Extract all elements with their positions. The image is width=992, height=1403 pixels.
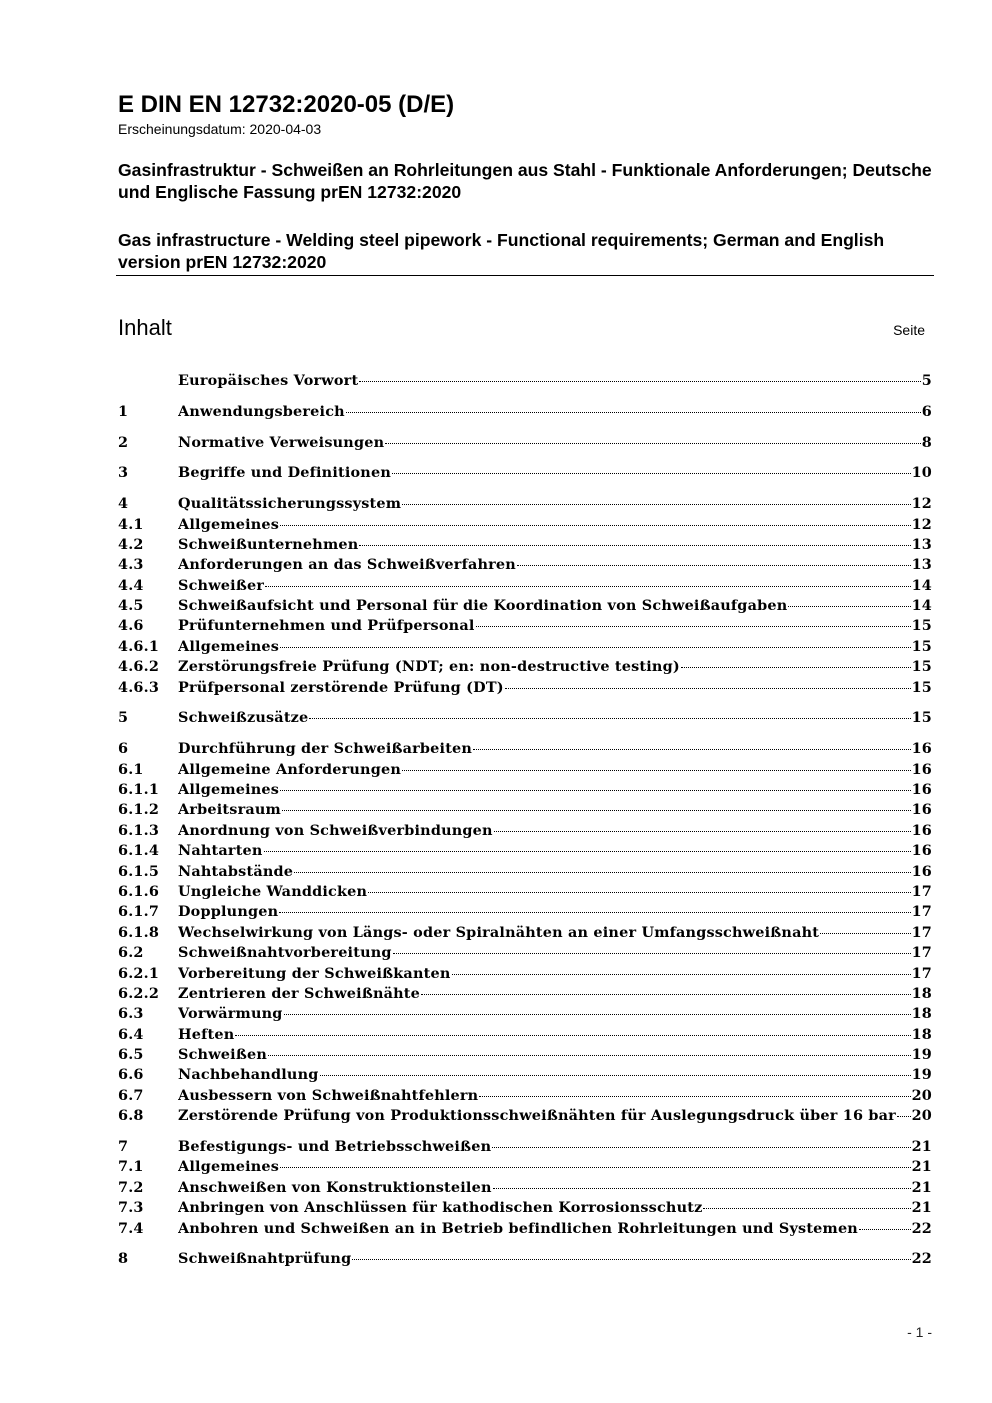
toc-dot-leader (421, 993, 911, 995)
toc-entry-title: Schweißnahtvorbereitung (178, 944, 392, 962)
toc-dot-leader (492, 1146, 910, 1148)
toc-dot-leader (359, 544, 910, 546)
toc-entry-title: Zerstörungsfreie Prüfung (NDT; en: non-destructive testing) (178, 658, 680, 676)
toc-dot-leader (280, 524, 910, 526)
toc-dot-leader (452, 973, 911, 975)
toc-entry-page: 20 (911, 1107, 932, 1125)
toc-entry-number: 6.1.1 (118, 780, 160, 798)
toc-dot-leader (346, 411, 921, 413)
toc-entry[interactable] (118, 902, 932, 922)
toc-dot-leader (309, 717, 910, 719)
toc-entry-page: 5 (921, 372, 932, 389)
toc-entry-page: 21 (911, 1138, 932, 1156)
toc-dot-leader (493, 1187, 911, 1189)
toc-dot-leader (402, 769, 911, 771)
toc-dot-leader (385, 442, 921, 444)
toc-entry-title: Nahtarten (178, 842, 263, 860)
toc-entry-page: 18 (911, 984, 932, 1002)
toc-entry-number: 6.1.7 (118, 903, 160, 921)
toc-dot-leader (280, 789, 910, 791)
toc-entry-number: 6.1.5 (118, 862, 160, 880)
toc-entry-page: 15 (911, 658, 932, 676)
toc-entry-number: 6.6 (118, 1066, 144, 1084)
toc-entry-title: Anordnung von Schweißverbindungen (178, 821, 493, 839)
toc-entry-page: 14 (911, 597, 932, 615)
toc-entry-number: 6.1.8 (118, 923, 160, 941)
toc-entry-number: 6.1.4 (118, 842, 160, 860)
toc-entry[interactable] (118, 760, 932, 780)
toc-entry[interactable] (118, 1025, 932, 1045)
toc-entry-title: Anbringen von Anschlüssen für kathodischen Korrosionsschutz (178, 1199, 703, 1217)
toc-entry[interactable] (118, 841, 932, 861)
toc-entry-number: 7 (118, 1138, 129, 1156)
toc-entry[interactable] (118, 433, 932, 453)
table-of-contents (118, 371, 932, 1270)
toc-entry[interactable] (118, 1157, 932, 1177)
toc-entry[interactable] (118, 882, 932, 902)
toc-entry-number: 4.4 (118, 576, 144, 594)
toc-entry-title: Nachbehandlung (178, 1066, 319, 1084)
toc-entry[interactable] (118, 678, 932, 698)
toc-entry[interactable] (118, 535, 932, 555)
title-divider (116, 275, 934, 276)
toc-dot-leader (280, 1166, 910, 1168)
page-number: - 1 - (907, 1324, 932, 1340)
toc-entry-title: Ungleiche Wanddicken (178, 882, 368, 900)
toc-entry-page: 21 (911, 1158, 932, 1176)
toc-entry-number: 5 (118, 709, 129, 727)
toc-entry-page: 16 (911, 821, 932, 839)
toc-entry-title: Schweißnahtprüfung (178, 1250, 352, 1268)
toc-entry-title: Anwendungsbereich (178, 402, 345, 420)
toc-entry-page: 16 (911, 801, 932, 819)
toc-entry-page: 21 (911, 1178, 932, 1196)
toc-entry-page: 16 (911, 740, 932, 758)
toc-entry-page: 17 (911, 944, 932, 962)
toc-dot-leader (359, 380, 920, 382)
toc-dot-leader (820, 932, 910, 934)
toc-entry-title: Dopplungen (178, 903, 279, 921)
toc-entry-page: 15 (911, 637, 932, 655)
publication-date: Erscheinungsdatum: 2020-04-03 (118, 121, 322, 137)
toc-entry-title: Schweißunternehmen (178, 535, 359, 553)
toc-dot-leader (859, 1228, 911, 1230)
toc-entry[interactable] (118, 800, 932, 820)
toc-entry-title: Befestigungs- und Betriebsschweißen (178, 1138, 492, 1156)
toc-entry[interactable] (118, 739, 932, 759)
toc-entry-number: 8 (118, 1250, 129, 1268)
toc-entry[interactable] (118, 708, 932, 728)
toc-entry-title: Arbeitsraum (178, 801, 281, 819)
toc-entry-page: 22 (911, 1250, 932, 1268)
toc-entry-page: 21 (911, 1199, 932, 1217)
toc-entry-title: Vorwärmung (178, 1005, 283, 1023)
toc-entry-title: Vorbereitung der Schweißkanten (178, 964, 451, 982)
toc-entry-title: Allgemeine Anforderungen (178, 760, 401, 778)
toc-dot-leader (393, 952, 911, 954)
toc-entry-number: 6.1.3 (118, 821, 160, 839)
toc-entry-page: 16 (911, 760, 932, 778)
toc-entry[interactable] (118, 555, 932, 575)
toc-dot-leader (505, 687, 911, 689)
toc-entry-number: 4.2 (118, 535, 144, 553)
toc-entry-page: 15 (911, 617, 932, 635)
toc-dot-leader (479, 1095, 910, 1097)
toc-entry-number: 6.4 (118, 1025, 144, 1043)
toc-entry-page: 17 (911, 923, 932, 941)
toc-entry-number: 6.1.2 (118, 801, 160, 819)
toc-dot-leader (681, 666, 911, 668)
toc-entry-title: Zerstörende Prüfung von Produktionsschweißnähten für Auslegungsdruck über 16 bar (178, 1107, 896, 1125)
toc-entry[interactable] (118, 515, 932, 535)
toc-entry-title: Anbohren und Schweißen an in Betrieb befindlichen Rohrleitungen und Systemen (178, 1219, 858, 1237)
toc-entry-number: 3 (118, 464, 129, 482)
toc-entry[interactable] (118, 1004, 932, 1024)
toc-entry[interactable] (118, 616, 932, 636)
toc-entry-title: Wechselwirkung von Längs- oder Spiralnähten an einer Umfangsschweißnaht (178, 923, 820, 941)
toc-entry-number: 2 (118, 433, 129, 451)
toc-dot-leader (788, 605, 910, 607)
toc-dot-leader (392, 472, 911, 474)
toc-entry[interactable] (118, 1045, 932, 1065)
toc-entry-number: 6.3 (118, 1005, 144, 1023)
toc-entry-page: 12 (911, 495, 932, 513)
toc-entry-title: Schweißen (178, 1046, 267, 1064)
toc-entry[interactable] (118, 1065, 932, 1085)
toc-entry-page: 16 (911, 780, 932, 798)
toc-entry-title: Qualitätssicherungssystem (178, 495, 402, 513)
toc-entry-title: Nahtabstände (178, 862, 294, 880)
toc-entry[interactable] (118, 1198, 932, 1218)
toc-entry-number: 6.2 (118, 944, 144, 962)
toc-entry-page: 15 (911, 678, 932, 696)
toc-entry-title: Durchführung der Schweißarbeiten (178, 740, 473, 758)
toc-entry-page: 19 (911, 1046, 932, 1064)
toc-dot-leader (494, 830, 911, 832)
toc-entry-number: 4.5 (118, 597, 144, 615)
toc-entry-number: 6 (118, 740, 129, 758)
toc-entry-page: 16 (911, 862, 932, 880)
toc-entry-number: 4.6.3 (118, 678, 160, 696)
toc-dot-leader (402, 503, 910, 505)
toc-entry-title: Schweißer (178, 576, 265, 594)
toc-entry-number: 6.7 (118, 1086, 144, 1104)
toc-entry[interactable] (118, 1178, 932, 1198)
toc-dot-leader (280, 646, 910, 648)
toc-heading: Inhalt (118, 315, 172, 340)
toc-entry-title: Zentrieren der Schweißnähte (178, 984, 421, 1002)
toc-entry-title: Schweißzusätze (178, 709, 309, 727)
toc-entry-title: Allgemeines (178, 515, 280, 533)
title-english: Gas infrastructure - Welding steel pipework - Functional requirements; German and English version prEN 12732:2020 (118, 230, 885, 272)
toc-entry[interactable] (118, 984, 932, 1004)
toc-entry[interactable] (118, 637, 932, 657)
toc-entry[interactable] (118, 780, 932, 800)
toc-entry[interactable] (118, 576, 932, 596)
toc-entry-number: 4.6.1 (118, 637, 160, 655)
toc-entry-page: 18 (911, 1005, 932, 1023)
toc-page-label: Seite (893, 322, 925, 338)
toc-entry-page: 15 (911, 709, 932, 727)
toc-entry[interactable] (118, 494, 932, 514)
toc-entry-number: 6.1.6 (118, 882, 160, 900)
toc-dot-leader (352, 1258, 910, 1260)
toc-entry-page: 18 (911, 1025, 932, 1043)
toc-entry-number: 6.8 (118, 1107, 144, 1125)
toc-entry-page: 13 (911, 535, 932, 553)
toc-entry[interactable] (118, 1106, 932, 1126)
toc-entry[interactable] (118, 964, 932, 984)
toc-entry-page: 17 (911, 964, 932, 982)
toc-entry-number: 1 (118, 402, 129, 420)
toc-dot-leader (703, 1207, 910, 1209)
toc-entry-page: 20 (911, 1086, 932, 1104)
toc-dot-leader (284, 1013, 911, 1015)
toc-entry[interactable] (118, 862, 932, 882)
toc-entry[interactable] (118, 657, 932, 677)
toc-dot-leader (268, 1054, 911, 1056)
toc-entry[interactable] (118, 943, 932, 963)
toc-dot-leader (294, 871, 910, 873)
toc-entry-title: Prüfpersonal zerstörende Prüfung (DT) (178, 678, 504, 696)
toc-dot-leader (320, 1074, 911, 1076)
toc-entry[interactable] (118, 402, 932, 422)
toc-entry-title: Europäisches Vorwort (178, 372, 359, 389)
toc-entry-number: 4.3 (118, 556, 144, 574)
toc-entry[interactable] (118, 371, 932, 391)
toc-entry-title: Begriffe und Definitionen (178, 464, 391, 482)
toc-entry-page: 12 (911, 515, 932, 533)
toc-entry[interactable] (118, 1249, 932, 1269)
toc-entry-number: 4.1 (118, 515, 144, 533)
toc-entry[interactable] (118, 821, 932, 841)
toc-dot-leader (265, 585, 910, 587)
toc-dot-leader (476, 625, 911, 627)
toc-entry-number: 7.2 (118, 1178, 144, 1196)
toc-entry-title: Allgemeines (178, 637, 280, 655)
toc-entry-title: Allgemeines (178, 1158, 280, 1176)
toc-entry-title: Schweißaufsicht und Personal für die Koordination von Schweißaufgaben (178, 597, 788, 615)
toc-entry-page: 16 (911, 842, 932, 860)
toc-entry-page: 14 (911, 576, 932, 594)
toc-entry-title: Ausbessern von Schweißnahtfehlern (178, 1086, 479, 1104)
toc-dot-leader (517, 564, 911, 566)
toc-entry-page: 19 (911, 1066, 932, 1084)
toc-entry-number: 4 (118, 495, 129, 513)
toc-entry[interactable] (118, 1137, 932, 1157)
toc-entry[interactable] (118, 1086, 932, 1106)
toc-entry-title: Anschweißen von Konstruktionsteilen (178, 1178, 492, 1196)
toc-entry-page: 10 (911, 464, 932, 482)
toc-entry-number: 7.4 (118, 1219, 144, 1237)
toc-entry-page: 17 (911, 903, 932, 921)
toc-entry-number: 4.6 (118, 617, 144, 635)
toc-dot-leader (473, 748, 910, 750)
toc-entry-page: 6 (921, 402, 932, 420)
toc-dot-leader (235, 1034, 910, 1036)
toc-entry[interactable] (118, 596, 932, 616)
document-number: E DIN EN 12732:2020-05 (D/E) (118, 91, 455, 118)
toc-entry-page: 22 (911, 1219, 932, 1237)
toc-dot-leader (282, 809, 911, 811)
toc-entry[interactable] (118, 923, 932, 943)
toc-entry-number: 7.3 (118, 1199, 144, 1217)
toc-entry-title: Normative Verweisungen (178, 433, 385, 451)
toc-entry-number: 4.6.2 (118, 658, 160, 676)
toc-entry-title: Anforderungen an das Schweißverfahren (178, 556, 516, 574)
toc-entry-title: Allgemeines (178, 780, 280, 798)
toc-dot-leader (368, 891, 910, 893)
toc-entry[interactable] (118, 1219, 932, 1239)
title-german: Gasinfrastruktur - Schweißen an Rohrleitungen aus Stahl - Funktionale Anforderungen; Deutsche und Englische Fassung prEN 12732:2020 (118, 160, 932, 202)
toc-entry-page: 17 (911, 882, 932, 900)
toc-entry-page: 13 (911, 556, 932, 574)
toc-entry-number: 6.1 (118, 760, 144, 778)
toc-entry-title: Prüfunternehmen und Prüfpersonal (178, 617, 475, 635)
toc-entry-page: 8 (921, 433, 932, 451)
toc-entry-number: 7.1 (118, 1158, 144, 1176)
toc-dot-leader (897, 1115, 911, 1117)
toc-dot-leader (264, 850, 911, 852)
toc-entry-number: 6.2.1 (118, 964, 160, 982)
toc-entry[interactable] (118, 463, 932, 483)
toc-entry-number: 6.5 (118, 1046, 144, 1064)
toc-entry-title: Heften (178, 1025, 235, 1043)
toc-entry-number: 6.2.2 (118, 984, 160, 1002)
toc-dot-leader (279, 911, 910, 913)
